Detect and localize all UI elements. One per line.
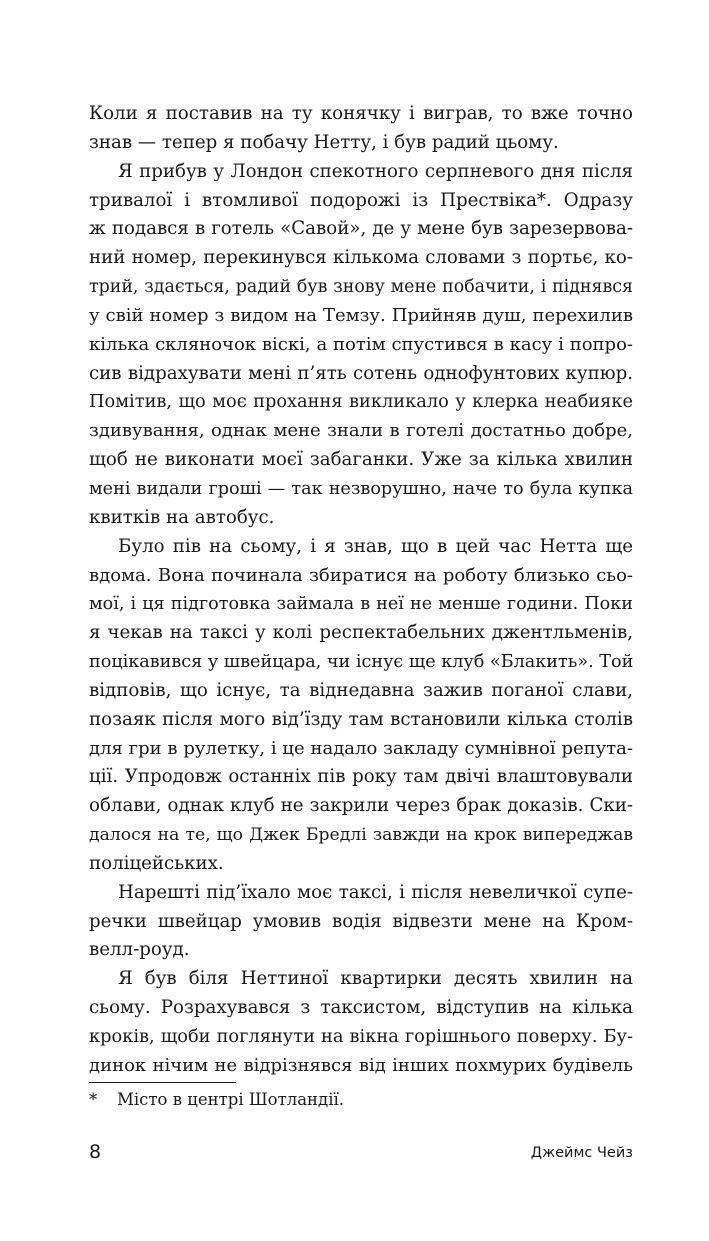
- text-line: поліцейських.: [89, 852, 224, 874]
- footnote: [89, 1088, 344, 1112]
- text-line: Коли я поставив на ту конячку і виграв, то вже точно: [89, 103, 633, 124]
- text-line: облави, однак клуб не закрили через брак доказів. Ски-: [89, 795, 633, 817]
- text-line: ції. Упродовж останніх пів року там двічі влаштовували: [89, 766, 633, 788]
- running-author: Джеймс Чейз: [530, 1145, 633, 1161]
- text-line: квитків на автобус.: [89, 506, 275, 528]
- text-line: позаяк після мого від’їзду там встановили кілька столів: [89, 708, 633, 730]
- text-line: мої, і ця підготовка займала в неї не менше години. Поки: [89, 594, 633, 615]
- text-line: велл-роуд.: [89, 939, 190, 961]
- text-line: речки швейцар умовив водія відвезти мене на Кром-: [89, 910, 633, 932]
- text-line: знав — тепер я побачу Нетту, і був радий цьому.: [89, 131, 559, 153]
- text-line: Було пів на сьому, і я знав, що в цей час Нетта ще: [118, 535, 633, 557]
- text-line: Я був біля Неттиної квартирки десять хвилин на: [118, 968, 633, 990]
- text-line: далося на те, що Джек Бредлі завжди на крок випереджав: [89, 825, 633, 846]
- text-line: трий, здається, радий був знову мене побачити, і піднявся: [89, 277, 633, 298]
- text-line: вдома. Вона починала збиратися на роботу близько сьо-: [89, 564, 633, 586]
- footnote-mark: *: [89, 1090, 98, 1109]
- text-line: кілька скляночок віскі, а потім спустився в касу і попро-: [89, 333, 633, 355]
- text-line: динок нічим не відрізнявся від інших похмурих будівель: [89, 1054, 633, 1076]
- text-line: Я прибув у Лондон спекотного серпневого дня після: [118, 160, 633, 182]
- text-line: відповів, що існує, та віднедавна зажив поганої слави,: [89, 679, 633, 701]
- text-line: тривалої і втомливої подорожі із Прествіка*. Одразу: [89, 189, 633, 211]
- text-line: Нарешті під’їхало моє таксі, і після невеличкої супе-: [118, 881, 633, 903]
- text-line: Помітив, що моє прохання викликало у клерка неабияке: [89, 391, 633, 413]
- text-line: я чекав на таксі у колі респектабельних джентльменів,: [89, 622, 633, 644]
- text-line: мені видали гроші — так незворушно, наче то була купка: [89, 478, 633, 499]
- footnote-divider: [89, 1082, 236, 1083]
- text-line: щоб не виконати моєї забаганки. Уже за кілька хвилин: [89, 449, 633, 471]
- text-line: для гри в рулетку, і це надало закладу сумнівної репута-: [89, 737, 633, 759]
- text-line: поцікавився у швейцара, чи існує ще клуб «Блакить». Той: [89, 652, 633, 673]
- text-line: кроків, щоби поглянути на вікна горішнього поверху. Бу-: [89, 1026, 633, 1047]
- text-line: ний номер, перекинувся кількома словами з портьє, ко-: [89, 247, 633, 269]
- text-line: сьому. Розрахувався з таксистом, відступив на кілька: [89, 997, 633, 1019]
- text-line: сив відрахувати мені п’ять сотень однофунтових купюр.: [89, 362, 633, 384]
- text-line: ж подався в готель «Савой», де у мене був зарезервова-: [89, 218, 633, 240]
- footnote-text: Місто в центрі Шотландії.: [117, 1090, 345, 1109]
- text-line: здивування, однак мене знали в готелі достатньо добре,: [89, 420, 633, 442]
- text-line: у свій номер з видом на Темзу. Прийняв душ, перехилив: [89, 304, 633, 326]
- body-text: [89, 100, 633, 1081]
- page-number: 8: [89, 1141, 102, 1163]
